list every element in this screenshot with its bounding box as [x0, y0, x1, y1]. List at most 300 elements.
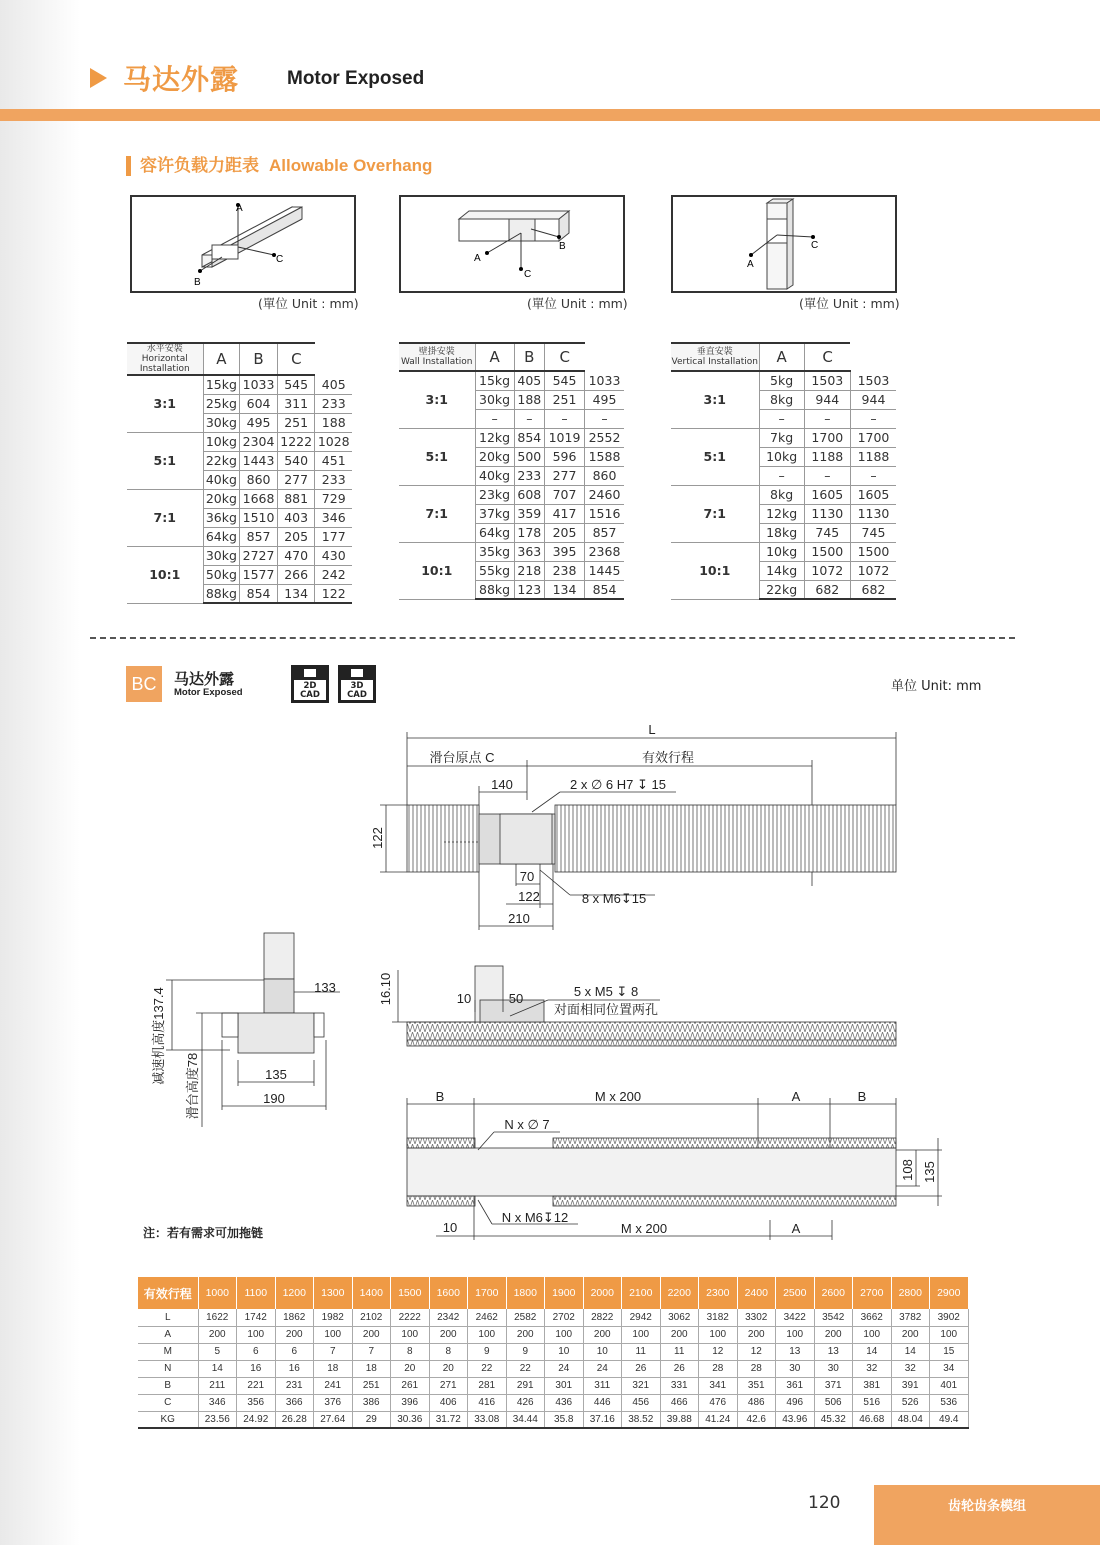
dim-10b: 10 [442, 1220, 458, 1235]
value-cell: 1130 [850, 504, 896, 523]
stroke-header: 2300 [699, 1277, 738, 1309]
spec-cell: 35.8 [545, 1411, 584, 1428]
spec-cell: 42.6 [737, 1411, 776, 1428]
ratio-cell: 10:1 [127, 546, 203, 603]
value-cell: – [585, 409, 624, 428]
stroke-header: 2400 [737, 1277, 776, 1309]
value-cell: 2552 [585, 428, 624, 447]
spec-cell: 18 [352, 1360, 391, 1377]
value-cell: 417 [544, 504, 584, 523]
value-cell: 1072 [804, 561, 850, 580]
value-cell: 242 [315, 565, 352, 584]
value-cell: 495 [585, 390, 624, 409]
spec-cell: 100 [391, 1326, 430, 1343]
spec-cell: 3662 [853, 1309, 892, 1326]
load-cell: 8kg [759, 390, 804, 409]
value-cell: 2727 [240, 546, 278, 565]
spec-cell: 15 [930, 1343, 969, 1360]
n7-label: N x ∅ 7 [504, 1117, 550, 1132]
value-cell: – [850, 466, 896, 485]
stroke-spec-table [138, 1277, 969, 1429]
spec-cell: 2102 [352, 1309, 391, 1326]
spec-cell: 251 [352, 1377, 391, 1394]
value-cell: 1503 [850, 371, 896, 390]
ratio-cell: 10:1 [671, 542, 759, 599]
table-row [138, 1394, 968, 1411]
row-label: C [138, 1394, 198, 1411]
dim-135: 135 [265, 1067, 287, 1082]
spec-cell: 261 [391, 1377, 430, 1394]
spec-cell: 29 [352, 1411, 391, 1428]
spec-cell: 386 [352, 1394, 391, 1411]
cad-2d-text: 2D [303, 681, 317, 691]
spec-cell: 200 [429, 1326, 468, 1343]
spec-cell: 100 [930, 1326, 969, 1343]
value-cell: 596 [544, 447, 584, 466]
col-header: C [277, 343, 315, 375]
spec-cell: 14 [891, 1343, 930, 1360]
cad-2d-text: CAD [300, 690, 320, 700]
load-cell: 88kg [203, 584, 240, 603]
col-header: A [203, 343, 240, 375]
value-cell: 233 [514, 466, 544, 485]
spec-cell: 9 [468, 1343, 507, 1360]
value-cell: 1605 [850, 485, 896, 504]
spec-cell: 8 [391, 1343, 430, 1360]
spec-cell: 476 [699, 1394, 738, 1411]
spec-cell: 200 [891, 1326, 930, 1343]
diag1-label-b: B [194, 277, 201, 288]
load-cell: 30kg [203, 546, 240, 565]
spec-cell: 32 [853, 1360, 892, 1377]
dim-210: 210 [508, 911, 530, 926]
footer-label: 齿轮齿条模组 [874, 1485, 1100, 1545]
spec-cell: 48.04 [891, 1411, 930, 1428]
spec-cell: 281 [468, 1377, 507, 1394]
spec-cell: 416 [468, 1394, 507, 1411]
stroke-header: 2200 [660, 1277, 699, 1309]
value-cell: 395 [544, 542, 584, 561]
spec-cell: 3422 [776, 1309, 815, 1326]
ratio-cell: 5:1 [671, 428, 759, 485]
load-cell: – [475, 409, 514, 428]
spec-cell: 516 [853, 1394, 892, 1411]
value-cell: 682 [850, 580, 896, 599]
origin-label: 滑台原点 C [429, 750, 495, 765]
value-cell: 857 [240, 527, 278, 546]
spec-cell: 351 [737, 1377, 776, 1394]
m5-note: 对面相同位置两孔 [553, 1002, 659, 1017]
spec-cell: 3542 [814, 1309, 853, 1326]
spec-cell: 331 [660, 1377, 699, 1394]
spec-cell: 371 [814, 1377, 853, 1394]
spec-cell: 436 [545, 1394, 584, 1411]
dim-Mx200b: M x 200 [620, 1221, 668, 1236]
load-cell: 23kg [475, 485, 514, 504]
unit-label-1: (單位 Unit : mm) [258, 296, 359, 311]
load-cell: 88kg [475, 580, 514, 599]
value-cell: 707 [544, 485, 584, 504]
spec-cell: 7 [352, 1343, 391, 1360]
diag2-label-b: B [559, 241, 566, 252]
value-cell: 1188 [804, 447, 850, 466]
value-cell: 470 [277, 546, 315, 565]
bc-title-en: Motor Exposed [174, 687, 243, 698]
spec-cell: 24.92 [237, 1411, 276, 1428]
row-label: M [138, 1343, 198, 1360]
dim-B2: B [857, 1089, 867, 1104]
value-cell: 2368 [585, 542, 624, 561]
stroke-header: 2500 [776, 1277, 815, 1309]
spec-cell: 100 [468, 1326, 507, 1343]
value-cell: 1028 [315, 432, 352, 451]
load-cell: 8kg [759, 485, 804, 504]
load-cell: 40kg [475, 466, 514, 485]
value-cell: 1130 [804, 504, 850, 523]
value-cell: 1500 [804, 542, 850, 561]
spec-cell: 200 [506, 1326, 545, 1343]
label-en: Wall Installation [400, 357, 473, 367]
spec-cell: 26 [660, 1360, 699, 1377]
ratio-cell: 10:1 [399, 542, 475, 599]
spec-cell: 396 [391, 1394, 430, 1411]
value-cell: 1019 [544, 428, 584, 447]
table-row [138, 1343, 968, 1360]
value-cell: 359 [514, 504, 544, 523]
dim-L: L [648, 722, 656, 737]
label-cn: 水平安裝 [146, 344, 183, 354]
value-cell: 1700 [804, 428, 850, 447]
spec-cell: 100 [237, 1326, 276, 1343]
value-cell: – [544, 409, 584, 428]
spec-cell: 100 [699, 1326, 738, 1343]
value-cell: 346 [315, 508, 352, 527]
spec-cell: 26.28 [275, 1411, 314, 1428]
spec-cell: 24 [583, 1360, 622, 1377]
bc-badge: BC [126, 666, 162, 702]
spec-cell: 401 [930, 1377, 969, 1394]
dim-Mx200: M x 200 [594, 1089, 642, 1104]
ratio-cell: 5:1 [127, 432, 203, 489]
table-row [138, 1377, 968, 1394]
spec-cell: 356 [237, 1394, 276, 1411]
value-cell: 430 [315, 546, 352, 565]
stroke-header: 1300 [314, 1277, 353, 1309]
spec-cell: 16 [237, 1360, 276, 1377]
spec-cell: 2462 [468, 1309, 507, 1326]
spec-cell: 20 [429, 1360, 468, 1377]
spec-cell: 41.24 [699, 1411, 738, 1428]
load-cell: 7kg [759, 428, 804, 447]
spec-cell: 100 [545, 1326, 584, 1343]
dim-190: 190 [263, 1091, 285, 1106]
spec-header-label: 有效行程 [138, 1277, 198, 1309]
dim-122: 122 [518, 889, 540, 904]
value-cell: 134 [544, 580, 584, 599]
spec-cell: 271 [429, 1377, 468, 1394]
col-header: A [759, 343, 804, 371]
spec-cell: 11 [660, 1343, 699, 1360]
stroke-header: 2800 [891, 1277, 930, 1309]
value-cell: 178 [514, 523, 544, 542]
stroke-header: 1000 [198, 1277, 237, 1309]
spec-cell: 22 [468, 1360, 507, 1377]
load-cell: 12kg [475, 428, 514, 447]
cad-3d-text: CAD [347, 690, 367, 700]
spec-cell: 526 [891, 1394, 930, 1411]
spec-cell: 45.32 [814, 1411, 853, 1428]
spec-cell: 13 [776, 1343, 815, 1360]
spec-cell: 200 [737, 1326, 776, 1343]
value-cell: 1222 [277, 432, 315, 451]
spec-cell: 2942 [622, 1309, 661, 1326]
spec-cell: 466 [660, 1394, 699, 1411]
spec-cell: 211 [198, 1377, 237, 1394]
spec-cell: 200 [275, 1326, 314, 1343]
spec-cell: 34.44 [506, 1411, 545, 1428]
spec-cell: 200 [583, 1326, 622, 1343]
value-cell: 205 [277, 527, 315, 546]
spec-cell: 381 [853, 1377, 892, 1394]
col-header: C [544, 343, 584, 371]
stroke-header: 1800 [506, 1277, 545, 1309]
value-cell: 745 [804, 523, 850, 542]
spec-cell: 12 [699, 1343, 738, 1360]
load-cell: – [759, 466, 804, 485]
value-cell: 451 [315, 451, 352, 470]
spec-cell: 391 [891, 1377, 930, 1394]
stroke-header: 1400 [352, 1277, 391, 1309]
spec-cell: 2222 [391, 1309, 430, 1326]
stroke-header: 1200 [275, 1277, 314, 1309]
ratio-cell: 3:1 [127, 375, 203, 432]
value-cell: 405 [315, 375, 352, 394]
spec-cell: 100 [776, 1326, 815, 1343]
load-cell: 50kg [203, 565, 240, 584]
col-header: A [475, 343, 514, 371]
spec-cell: 506 [814, 1394, 853, 1411]
dim-50: 50 [508, 991, 524, 1006]
value-cell: 604 [240, 394, 278, 413]
spec-cell: 361 [776, 1377, 815, 1394]
spec-cell: 200 [814, 1326, 853, 1343]
load-cell: 25kg [203, 394, 240, 413]
value-cell: 500 [514, 447, 544, 466]
diag2-label-a: A [474, 253, 481, 264]
load-cell: 22kg [759, 580, 804, 599]
diag3-label-c: C [811, 240, 819, 251]
spec-cell: 100 [853, 1326, 892, 1343]
ratio-cell: 3:1 [671, 371, 759, 428]
spec-cell: 33.08 [468, 1411, 507, 1428]
value-cell: 1510 [240, 508, 278, 527]
spec-cell: 12 [737, 1343, 776, 1360]
value-cell: 857 [585, 523, 624, 542]
load-cell: 12kg [759, 504, 804, 523]
load-cell: 10kg [203, 432, 240, 451]
label-en: Horizontal Installation [139, 354, 190, 374]
value-cell: 405 [514, 371, 544, 390]
col-header: B [514, 343, 544, 371]
table-row [138, 1360, 968, 1377]
spec-cell: 1742 [237, 1309, 276, 1326]
value-cell: 134 [277, 584, 315, 603]
page-number: 120 [808, 1493, 841, 1513]
stroke-header: 1700 [468, 1277, 507, 1309]
value-cell: 277 [277, 470, 315, 489]
value-cell: 854 [514, 428, 544, 447]
value-cell: – [850, 409, 896, 428]
spec-cell: 2582 [506, 1309, 545, 1326]
spec-cell: 2822 [583, 1309, 622, 1326]
page-title-cn: 马达外露 [123, 63, 240, 96]
spec-cell: 321 [622, 1377, 661, 1394]
spec-cell: 30.36 [391, 1411, 430, 1428]
stroke-header: 1100 [237, 1277, 276, 1309]
dim-70: 70 [519, 869, 535, 884]
value-cell: 1443 [240, 451, 278, 470]
value-cell: 495 [240, 413, 278, 432]
load-cell: 30kg [203, 413, 240, 432]
value-cell: 403 [277, 508, 315, 527]
spec-cell: 366 [275, 1394, 314, 1411]
spec-cell: 2702 [545, 1309, 584, 1326]
spec-cell: 34 [930, 1360, 969, 1377]
value-cell: 123 [514, 580, 544, 599]
spec-cell: 32 [891, 1360, 930, 1377]
value-cell: 854 [585, 580, 624, 599]
value-cell: 2460 [585, 485, 624, 504]
spec-cell: 311 [583, 1377, 622, 1394]
spec-cell: 10 [583, 1343, 622, 1360]
value-cell: 1700 [850, 428, 896, 447]
diag2-label-c: C [524, 269, 532, 280]
load-cell: 20kg [203, 489, 240, 508]
load-cell: 20kg [475, 447, 514, 466]
diag1-label-c: C [276, 254, 284, 265]
spec-cell: 43.96 [776, 1411, 815, 1428]
spec-cell: 39.88 [660, 1411, 699, 1428]
dim-122v: 122 [370, 827, 385, 849]
unit-label-3: (單位 Unit : mm) [799, 296, 900, 311]
stroke-header: 1500 [391, 1277, 430, 1309]
value-cell: 311 [277, 394, 315, 413]
dim-137: 减速机高度137.4 [151, 987, 166, 1085]
load-cell: 64kg [203, 527, 240, 546]
spec-cell: 31.72 [429, 1411, 468, 1428]
value-cell: 277 [544, 466, 584, 485]
value-cell: 1500 [850, 542, 896, 561]
spec-cell: 9 [506, 1343, 545, 1360]
value-cell: 238 [544, 561, 584, 580]
value-cell: 1072 [850, 561, 896, 580]
spec-cell: 6 [275, 1343, 314, 1360]
ratio-cell: 5:1 [399, 428, 475, 485]
value-cell: 363 [514, 542, 544, 561]
load-cell: 10kg [759, 447, 804, 466]
dim-133: 133 [314, 980, 336, 995]
value-cell: 218 [514, 561, 544, 580]
load-cell: 18kg [759, 523, 804, 542]
value-cell: 1605 [804, 485, 850, 504]
table-row [138, 1309, 968, 1326]
row-label: N [138, 1360, 198, 1377]
value-cell: 860 [240, 470, 278, 489]
spec-cell: 27.64 [314, 1411, 353, 1428]
holes-label: 2 x ∅ 6 H7 ↧ 15 [570, 777, 666, 792]
dim-140: 140 [491, 777, 513, 792]
dim-78: 滑台高度78 [185, 1052, 200, 1120]
spec-cell: 22 [506, 1360, 545, 1377]
spec-cell: 3302 [737, 1309, 776, 1326]
spec-cell: 18 [314, 1360, 353, 1377]
spec-cell: 28 [699, 1360, 738, 1377]
spec-cell: 456 [622, 1394, 661, 1411]
m6-label: 8 x M6↧15 [581, 891, 647, 906]
spec-cell: 376 [314, 1394, 353, 1411]
value-cell: 188 [315, 413, 352, 432]
spec-cell: 16 [275, 1360, 314, 1377]
spec-cell: 3902 [930, 1309, 969, 1326]
dim-B: B [435, 1089, 445, 1104]
spec-cell: 1982 [314, 1309, 353, 1326]
ratio-cell: 7:1 [127, 489, 203, 546]
spec-cell: 231 [275, 1377, 314, 1394]
value-cell: – [514, 409, 544, 428]
value-cell: 1668 [240, 489, 278, 508]
spec-cell: 38.52 [622, 1411, 661, 1428]
load-cell: 40kg [203, 470, 240, 489]
stroke-header: 2100 [622, 1277, 661, 1309]
spec-cell: 37.16 [583, 1411, 622, 1428]
value-cell: 266 [277, 565, 315, 584]
value-cell: 540 [277, 451, 315, 470]
stroke-header: 1600 [429, 1277, 468, 1309]
spec-cell: 446 [583, 1394, 622, 1411]
ratio-cell: 7:1 [671, 485, 759, 542]
value-cell: 233 [315, 394, 352, 413]
spec-cell: 14 [198, 1360, 237, 1377]
value-cell: 745 [850, 523, 896, 542]
load-cell: 36kg [203, 508, 240, 527]
load-cell: 35kg [475, 542, 514, 561]
row-label: KG [138, 1411, 198, 1428]
load-cell: 55kg [475, 561, 514, 580]
spec-cell: 200 [660, 1326, 699, 1343]
spec-cell: 30 [776, 1360, 815, 1377]
value-cell: 545 [544, 371, 584, 390]
value-cell: 205 [544, 523, 584, 542]
value-cell: 860 [585, 466, 624, 485]
section-title-en: Allowable Overhang [269, 156, 433, 175]
spec-cell: 426 [506, 1394, 545, 1411]
load-cell: 10kg [759, 542, 804, 561]
spec-cell: 221 [237, 1377, 276, 1394]
spec-cell: 406 [429, 1394, 468, 1411]
value-cell: 545 [277, 375, 315, 394]
dim-135b: 135 [922, 1161, 937, 1183]
spec-cell: 6 [237, 1343, 276, 1360]
bc-unit: 单位 Unit: mm [891, 679, 982, 694]
section-title-cn: 容许负载力距表 [140, 156, 259, 176]
value-cell: 1188 [850, 447, 896, 466]
value-cell: 854 [240, 584, 278, 603]
spec-cell: 3182 [699, 1309, 738, 1326]
row-label: A [138, 1326, 198, 1343]
value-cell: 177 [315, 527, 352, 546]
spec-cell: 23.56 [198, 1411, 237, 1428]
spec-cell: 49.4 [930, 1411, 969, 1428]
